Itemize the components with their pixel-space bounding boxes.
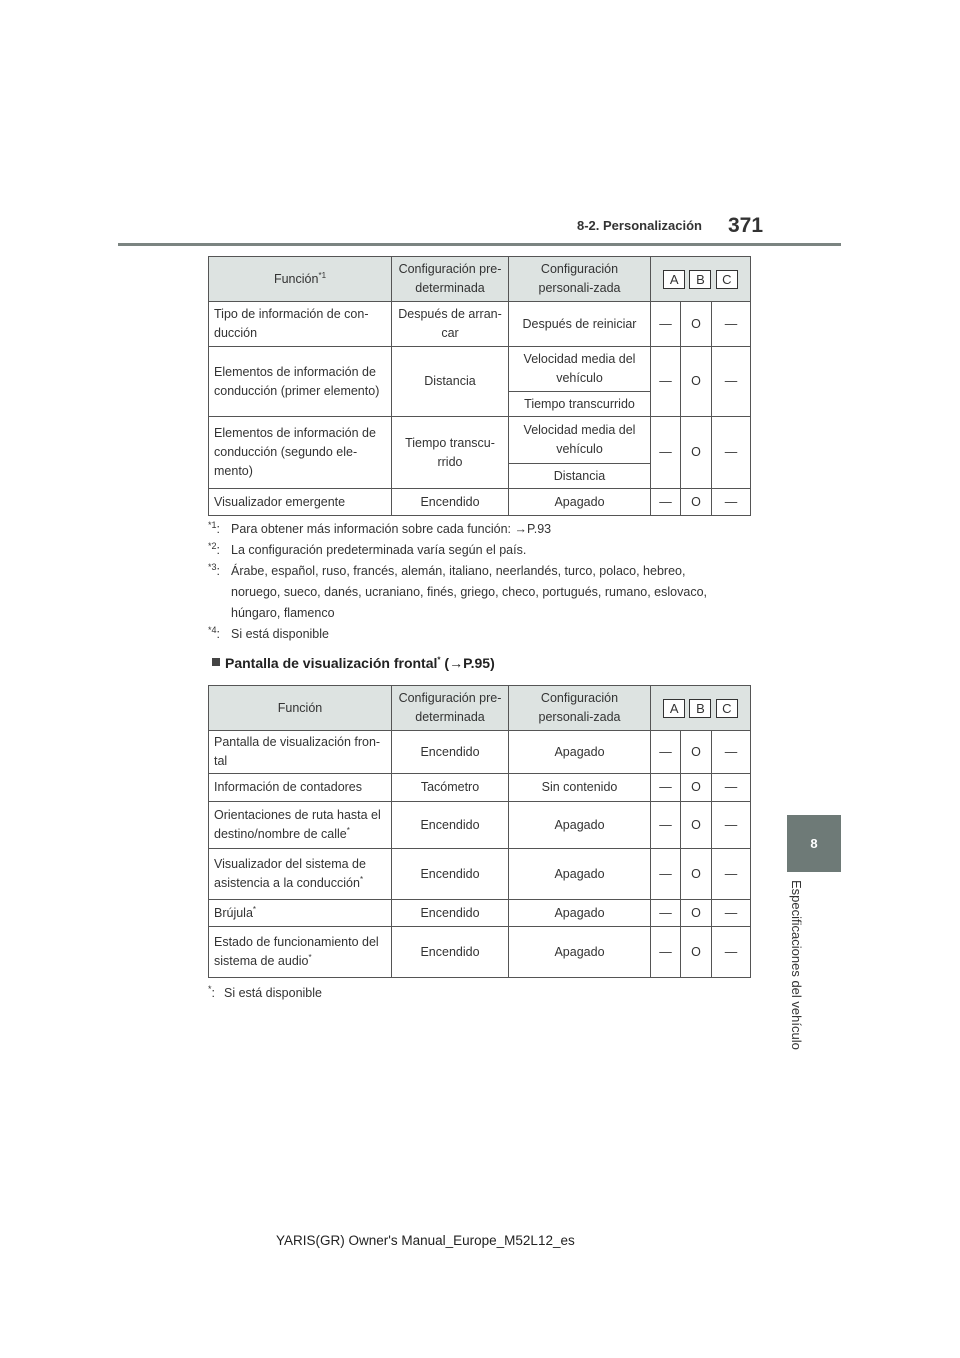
table-header-row: [209, 686, 751, 731]
footnote: $^{*3}$: Árabe, español, ruso, francés, alemán, italiano, neerlandés, turco, polaco, hebreo, noruego, sueco, danés, ucraniano, finés, griego, checo, portugués, rumano, eslovaco, húngaro, flamenco: [208, 561, 707, 620]
header-custom: Configuración personali-zada: [509, 686, 651, 731]
table-row: Elementos de información de conducción (primer elemento) Distancia Velocidad media del vehículo — O —: [209, 347, 751, 392]
footnote: $^{*1}$: Para obtener más información sobre cada función: →P.93: [208, 519, 552, 536]
table-row: Estado de funcionamiento del sistema de audio* Encendido Apagado — O —: [209, 927, 751, 978]
box-c-icon: C: [716, 270, 738, 289]
footnote: $^{*2}$: La configuración predeterminada varía según el país.: [208, 540, 527, 557]
settings-table-2: [208, 685, 751, 978]
bullet-square-icon: [212, 658, 220, 666]
table-row: Tipo de información de con-ducción Después de arran-car Después de reiniciar — O —: [209, 302, 751, 347]
header-default: Configuración pre-determinada: [392, 686, 509, 731]
settings-table-1: [208, 256, 751, 516]
table-row: Visualizador emergente Encendido Apagado — O —: [209, 489, 751, 516]
table-row: Orientaciones de ruta hasta el destino/nombre de calle* Encendido Apagado — O —: [209, 802, 751, 849]
footnotes-2: [208, 983, 738, 1004]
footnote: *: Si está disponible: [208, 983, 322, 1000]
table-row: Tiempo transcurrido: [209, 392, 751, 417]
header-rule: [118, 243, 841, 246]
subsection-heading: Pantalla de visualización frontal* (→P.95): [212, 655, 495, 671]
header-function: Función$^{*1}$: [209, 257, 392, 302]
footnotes-1: [208, 519, 738, 645]
table-row: Información de contadores Tacómetro Sin contenido — O —: [209, 774, 751, 802]
table-row: Pantalla de visualización fron-tal Encendido Apagado — O —: [209, 731, 751, 774]
box-a-icon: A: [663, 270, 685, 289]
manual-footer: YARIS(GR) Owner's Manual_Europe_M52L12_es: [276, 1233, 575, 1248]
header-abc: [651, 686, 751, 731]
box-b-icon: B: [689, 270, 711, 289]
table-row: Visualizador del sistema de asistencia a la conducción* Encendido Apagado — O —: [209, 849, 751, 900]
table-header-row: [209, 257, 751, 302]
box-c-icon: C: [716, 699, 738, 718]
section-title: 8-2. Personalización: [577, 218, 702, 233]
table-row: Distancia: [209, 464, 751, 489]
header-default: Configuración pre-determinada: [392, 257, 509, 302]
chapter-tab: 8: [787, 815, 841, 872]
header-abc: [651, 257, 751, 302]
footnote: $^{*4}$: Si está disponible: [208, 624, 329, 641]
box-b-icon: B: [689, 699, 711, 718]
header-custom: Configuración personali-zada: [509, 257, 651, 302]
box-a-icon: A: [663, 699, 685, 718]
page-number: 371: [728, 214, 764, 237]
table-row: Elementos de información de conducción (segundo ele-mento) Tiempo transcu-rrido Velocidad media del vehículo — O —: [209, 417, 751, 464]
header-function: Función: [209, 686, 392, 731]
table-row: Brújula* Encendido Apagado — O —: [209, 900, 751, 927]
chapter-tab-label: Especificaciones del vehículo: [789, 880, 804, 1050]
